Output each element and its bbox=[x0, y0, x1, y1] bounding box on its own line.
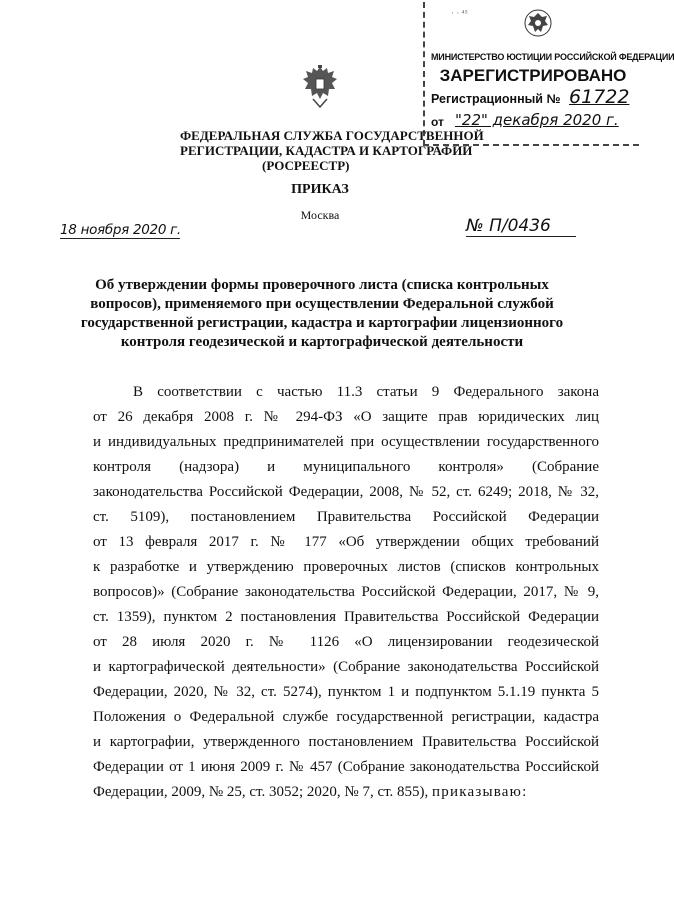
body-line-text: Федерации, 2009, № 25, ст. 3052; 2020, № 7, ст. 855), bbox=[93, 784, 429, 800]
stamp-regno-value: 61722 bbox=[569, 86, 630, 108]
agency-name bbox=[180, 128, 484, 173]
order-verb: приказываю: bbox=[432, 784, 528, 800]
body-paragraph bbox=[93, 380, 599, 805]
city: Москва bbox=[300, 208, 340, 222]
body-line: Федерации, 2020, № 32, ст. 5274), пунктом 1 и подпунктом 5.1.19 пункта 5 bbox=[93, 684, 599, 700]
body-line: В соответствии с частью 11.3 статьи 9 Федерального закона bbox=[133, 384, 599, 400]
coat-of-arms-icon bbox=[301, 65, 339, 110]
document-type: ПРИКАЗ bbox=[291, 182, 349, 197]
body-line: от 28 июля 2020 г. № 1126 «О лицензировании геодезической bbox=[93, 634, 599, 650]
agency-line-1: ФЕДЕРАЛЬНАЯ СЛУЖБА ГОСУДАРСТВЕННОЙ bbox=[180, 128, 484, 143]
body-line: от 26 декабря 2008 г. № 294-ФЗ «О защите прав юридических лиц bbox=[93, 409, 599, 425]
title-line-4: контроля геодезической и картографической деятельности bbox=[120, 334, 524, 350]
stamp-regno-label: Регистрационный № bbox=[431, 92, 561, 106]
body-line: контроля (надзора) и муниципального контроля» (Собрание bbox=[93, 459, 599, 475]
title-line-3: государственной регистрации, кадастра и картографии лицензионного bbox=[80, 315, 564, 331]
agency-line-2: РЕГИСТРАЦИИ, КАДАСТРА И КАРТОГРАФИИ bbox=[180, 143, 473, 158]
registration-stamp bbox=[423, 2, 674, 146]
body-line: Федерации от 1 июня 2009 г. № 457 (Собрание законодательства Российской bbox=[93, 759, 599, 775]
body-line: и картографической деятельности» (Собрание законодательства Российской bbox=[93, 659, 599, 675]
body-line-last bbox=[93, 780, 599, 805]
body-line: Положения о Федеральной службе государственной регистрации, кадастра bbox=[93, 709, 599, 725]
agency-line-3: (РОСРЕЕСТР) bbox=[262, 158, 350, 173]
body-line: ст. 1359), пунктом 2 постановления Правительства Российской Федерации bbox=[93, 609, 599, 625]
stamp-date-label: от bbox=[431, 115, 444, 129]
order-number: № П/0436 bbox=[466, 216, 576, 237]
body-line: и картографии, утвержденного постановлением Правительства Российской bbox=[93, 734, 599, 750]
order-date: 18 ноября 2020 г. bbox=[60, 222, 181, 238]
body-line: от 13 февраля 2017 г. № 177 «Об утверждении общих требований bbox=[93, 534, 599, 550]
body-line: законодательства Российской Федерации, 2008, № 52, ст. 6249; 2018, № 32, bbox=[93, 484, 599, 500]
body-line: вопросов)» (Собрание законодательства Российской Федерации, 2017, № 9, bbox=[93, 584, 599, 600]
stamp-date-value: "22" декабря 2020 г. bbox=[455, 111, 619, 129]
title-line-1: Об утверждении формы проверочного листа (списка контрольных bbox=[95, 277, 549, 293]
title-line-2: вопросов), применяемого при осуществлении Федеральной службой bbox=[90, 296, 554, 312]
stamp-scribble: · · ⁴⁵ bbox=[451, 8, 468, 18]
body-line: к разработке и утверждению проверочных листов (списков контрольных bbox=[93, 559, 599, 575]
stamp-emblem-icon bbox=[523, 8, 553, 38]
document-title bbox=[80, 276, 564, 352]
body-line: и индивидуальных предпринимателей при осуществлении государственного bbox=[93, 434, 599, 450]
stamp-ministry: МИНИСТЕРСТВО ЮСТИЦИИ РОССИЙСКОЙ ФЕДЕРАЦИИ bbox=[431, 52, 674, 62]
stamp-registered: ЗАРЕГИСТРИРОВАНО bbox=[439, 66, 627, 85]
body-line: ст. 5109), постановлением Правительства Российской Федерации bbox=[93, 509, 599, 525]
